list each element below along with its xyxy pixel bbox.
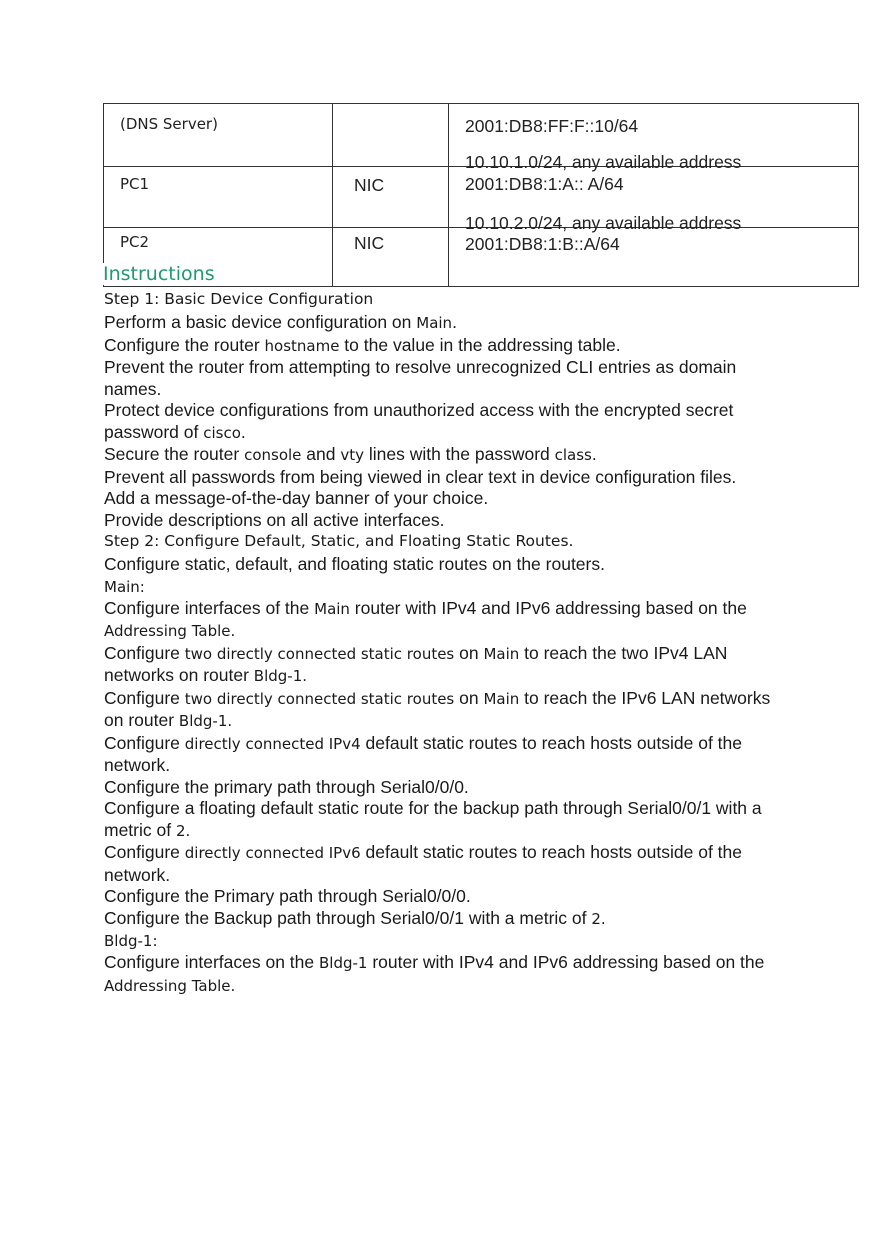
addressing-table [103, 103, 859, 287]
step-2-intro: Configure static, default, and floating static routes on the routers. [104, 554, 605, 574]
instruction-hostname: Configure the router hostname to the value in the addressing table. [104, 334, 621, 355]
table-column-divider [448, 104, 449, 286]
instruction-line-passwords: Secure the router console and vty lines with the password class. [104, 444, 597, 464]
instruction-enable-secret: Protect device configurations from unauthorized access with the encrypted secret password of cisco. [104, 400, 734, 442]
instruction-ipv6-backup-path: Configure the Backup path through Serial0/0/1 with a metric of 2. [104, 907, 606, 928]
table-cell-address: 10.10.1.0/24, any available address [465, 152, 742, 172]
instructions-body [104, 289, 794, 997]
main-router-label: Main: [104, 577, 145, 596]
instruction-ipv6-static-routes: Configure two directly connected static routes on Main to reach the IPv6 LAN networks on router Bldg-1. [104, 687, 771, 730]
instruction-ipv4-floating-route: Configure a floating default static route for the backup path through Serial0/0/1 with a metric of 2. [104, 798, 762, 840]
table-cell-address: 2001:DB8:1:B::A/64 [465, 234, 620, 254]
table-cell-address: 2001:DB8:1:A:: A/64 [465, 174, 624, 194]
table-cell-interface: NIC [354, 233, 385, 253]
instruction-ipv4-primary-path: Configure the primary path through Serial0/0/0. [104, 776, 469, 797]
instruction-ipv4-static-routes: Configure two directly connected static routes on Main to reach the two IPv4 LAN networks on router Bldg-1. [104, 642, 728, 685]
instruction-main-interfaces: Configure interfaces of the Main router with IPv4 and IPv6 addressing based on the Addressing Table. [104, 597, 747, 640]
instruction-bldg-1-interfaces: Configure interfaces on the Bldg-1 router with IPv4 and IPv6 addressing based on the Addressing Table. [104, 952, 765, 995]
instruction-banner: Add a message-of-the-day banner of your choice. [104, 488, 489, 508]
table-cell-interface: NIC [354, 175, 385, 195]
table-column-divider [332, 104, 333, 286]
table-cell-device: (DNS Server) [120, 115, 218, 133]
instructions-heading: Instructions [103, 263, 215, 285]
bldg-1-router-label: Bldg-1: [104, 932, 158, 950]
step-1-intro: Perform a basic device configuration on Main. [104, 312, 457, 332]
table-cell-address: 10.10.2.0/24, any available address [465, 213, 742, 233]
table-cell-device: PC2 [120, 233, 150, 251]
table-cell-address: 2001:DB8:FF:F::10/64 [465, 116, 639, 136]
table-cell-device: PC1 [120, 175, 150, 193]
step-1-title: Step 1: Basic Device Configuration [104, 290, 374, 308]
instruction-descriptions: Provide descriptions on all active interfaces. [104, 509, 445, 530]
instruction-ipv6-default-routes: Configure directly connected IPv6 default static routes to reach hosts outside of the network. [104, 842, 742, 885]
instruction-ipv4-default-routes: Configure directly connected IPv4 default static routes to reach hosts outside of the network. [104, 732, 742, 775]
instruction-encrypt-passwords: Prevent all passwords from being viewed in clear text in device configuration files. [104, 466, 737, 487]
instruction-no-domain-lookup: Prevent the router from attempting to resolve unrecognized CLI entries as domain names. [104, 357, 737, 399]
step-2-title: Step 2: Configure Default, Static, and Floating Static Routes. [104, 532, 574, 550]
instruction-ipv6-primary-path: Configure the Primary path through Serial0/0/0. [104, 886, 471, 906]
